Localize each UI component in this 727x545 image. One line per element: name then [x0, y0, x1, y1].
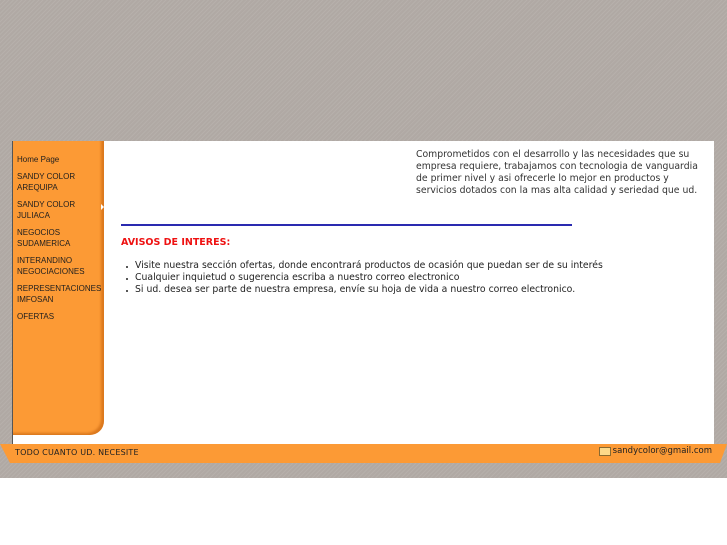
- avisos-heading: AVISOS DE INTERES:: [121, 237, 231, 248]
- avisos-list: [121, 260, 603, 296]
- sidebar-item-representaciones-imfosan[interactable]: [17, 283, 103, 305]
- footer-slogan: TODO CUANTO UD. NECESITE: [15, 448, 139, 457]
- submenu-arrow-icon: [101, 204, 104, 210]
- list-item: Visite nuestra sección ofertas, donde encontrará productos de ocasión que puedan ser de su interés: [121, 260, 603, 272]
- envelope-icon: [599, 447, 611, 456]
- sidebar-item-label: INTERANDINO NEGOCIACIONES: [17, 256, 85, 276]
- sidebar-item-label: SANDY COLOR AREQUIPA: [17, 172, 76, 192]
- sidebar-item-label: OFERTAS: [17, 312, 55, 321]
- list-item: Cualquier inquietud o sugerencia escriba a nuestro correo electronico: [121, 272, 603, 284]
- email-address: sandycolor@gmail.com: [612, 446, 712, 456]
- sidebar-item-negocios-sudamerica[interactable]: [17, 227, 103, 249]
- sidebar-item-home[interactable]: [17, 154, 103, 165]
- sidebar-item-sandy-color-juliaca[interactable]: [17, 199, 103, 221]
- footer-email-link[interactable]: [599, 446, 712, 456]
- section-divider: [121, 224, 572, 226]
- sidebar-item-label: NEGOCIOS SUDAMERICA: [17, 228, 71, 248]
- sidebar-nav: [13, 141, 104, 435]
- intro-text: Comprometidos con el desarrollo y las necesidades que su empresa requiere, trabajamos con tecnologia de vanguardia de primer nivel y asi ofrecerle lo mejor en productos y servicios dotados con la mas alta calidad y seriedad que ud.: [416, 149, 698, 196]
- sidebar-item-label: REPRESENTACIONES IMFOSAN: [17, 284, 102, 304]
- list-item: Si ud. desea ser parte de nuestra empresa, envíe su hoja de vida a nuestro correo electronico.: [121, 284, 603, 296]
- sidebar-item-ofertas[interactable]: [17, 311, 103, 322]
- sidebar-item-sandy-color-arequipa[interactable]: [17, 171, 103, 193]
- sidebar-item-label: Home Page: [17, 155, 60, 164]
- sidebar-item-label: SANDY COLOR JULIACA: [17, 200, 76, 220]
- sidebar-item-interandino-negociaciones[interactable]: [17, 255, 103, 277]
